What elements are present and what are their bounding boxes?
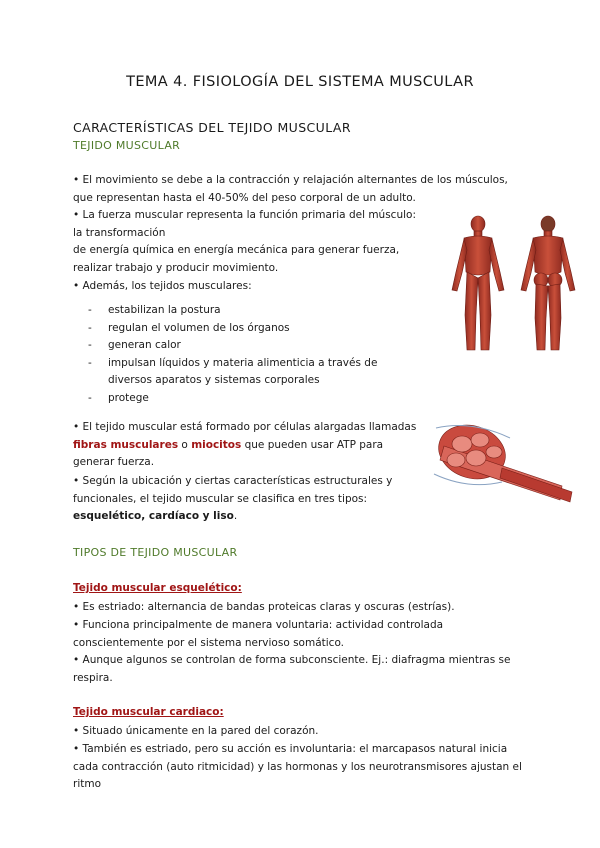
term-fibras-musculares: fibras musculares [73, 438, 179, 451]
fibers-text-mid: o [178, 438, 192, 451]
fibers-text-pre: • El tejido muscular está formado por células alargadas llamadas [73, 421, 417, 433]
back-figure [521, 216, 575, 350]
list-item: - regulan el volumen de los órganos [88, 320, 418, 338]
skeletal-b1: • Es estriado: alternancia de bandas proteicas claras y oscuras (estrías). [73, 601, 455, 613]
cardiac-title: Tejido muscular cardiaco: [73, 706, 224, 718]
cardiac-b2: • También es estriado, pero su acción es involuntaria: el marcapasos natural inicia cada contracción (auto ritmicidad) y las hormonas y los neurotransmisores ajustan el ritmo [73, 743, 522, 791]
classification-text: • Según la ubicación y ciertas características estructurales y funcionales, el tejido muscular se clasifica en tres tipos: [73, 475, 393, 505]
paragraph-functions-intro: • Además, los tejidos musculares: [73, 280, 252, 292]
section-heading-characteristics: CARACTERÍSTICAS DEL TEJIDO MUSCULAR [73, 120, 351, 135]
list-item: - estabilizan la postura [88, 302, 418, 320]
muscular-system-illustration [440, 210, 590, 360]
muscle-fiber-bundle-illustration [432, 416, 582, 508]
paragraph-movement: • El movimiento se debe a la contracción y relajación alternantes de los músculos, que representan hasta el 40-50% del peso corporal de un adulto. [73, 174, 508, 204]
list-item: - impulsan líquidos y materia alimenticia a través de diversos aparatos y sistemas corporales [88, 355, 418, 390]
page-title: TEMA 4. FISIOLOGÍA DEL SISTEMA MUSCULAR [126, 74, 474, 90]
muscle-types-end: . [233, 510, 238, 523]
term-miocitos: miocitos [191, 438, 242, 451]
paragraph-force-line2: de energía química en energía mecánica para generar fuerza, realizar trabajo y producir movimiento. [73, 244, 400, 274]
section-heading-types: TIPOS DE TEJIDO MUSCULAR [73, 546, 238, 559]
muscle-types: esquelético, cardíaco y liso [73, 510, 234, 523]
skeletal-title: Tejido muscular esquelético: [73, 582, 242, 594]
functions-list [88, 302, 418, 408]
list-item: - protege [88, 390, 418, 408]
list-item: - generan calor [88, 337, 418, 355]
skeletal-b3: • Aunque algunos se controlan de forma subconsciente. Ej.: diafragma mientras se respira. [73, 654, 511, 684]
skeletal-b2: • Funciona principalmente de manera voluntaria: actividad controlada conscientemente por el sistema nervioso somático. [73, 619, 444, 649]
cardiac-b1: • Situado únicamente en la pared del corazón. [73, 725, 319, 737]
paragraph-fibers [73, 419, 418, 472]
paragraph-force-line1: • La fuerza muscular representa la función primaria del músculo: la transformación [73, 209, 416, 239]
fiber-bundle [432, 417, 572, 502]
front-figure [452, 216, 504, 350]
subheading-muscle-tissue: TEJIDO MUSCULAR [73, 139, 181, 152]
paragraph-classification [73, 473, 408, 526]
fibers-text-post: que pueden usar ATP para generar fuerza. [73, 438, 384, 469]
